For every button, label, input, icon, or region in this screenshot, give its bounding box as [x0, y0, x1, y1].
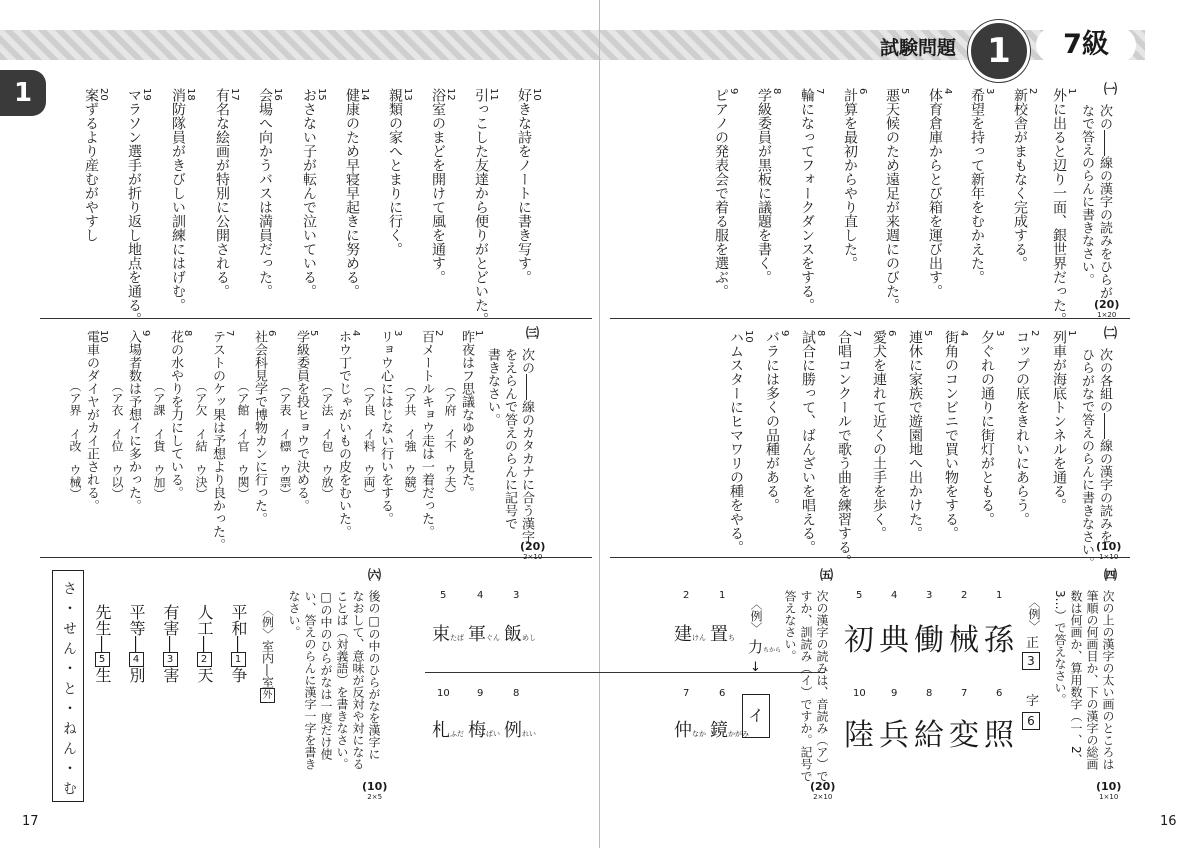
section4-instruction-2: 筆順の何画目か、下の漢字の総画	[1085, 590, 1099, 770]
s3-item-9-choices: （ア衣 イ位 ウ以）	[110, 380, 124, 500]
s2-item-8: 8 試合に勝って、ばんざいを唱える。	[800, 330, 826, 554]
section4-score: (10) 1×10	[1096, 780, 1122, 801]
s1-item-14: 14 健康のため早寝早起きに努める。	[344, 88, 370, 298]
divider-right-2	[610, 557, 1130, 558]
section6-instruction-4: □の中のひらがなは一度だけ使	[319, 590, 333, 760]
s3-item-8-choices: （ア課 イ貨 ウ加）	[152, 380, 166, 500]
s1-item-15: 15 おさない子が転んで泣いている。	[301, 88, 327, 298]
s4-num-8: 8	[926, 688, 933, 699]
section4-label: ㈣	[1101, 568, 1116, 581]
s5-kanji-9: 梅ばい	[468, 720, 500, 741]
s1-item-19: 19 マラソン選手が折り返し地点を通る。	[126, 88, 152, 326]
s1-item-4: 4 体育倉庫からとび箱を運び出す。	[927, 88, 953, 298]
s2-item-7: 7 合唱コンクールで歌う曲を練習する。	[836, 330, 862, 568]
s3-item-5-choices: （ア表 イ標 ウ票）	[278, 380, 292, 500]
s2-item-3: 3 夕ぐれの通りに街灯がともる。	[979, 330, 1005, 526]
s2-item-2: 2 コップの底をきれいにあらう。	[1014, 330, 1040, 526]
s1-item-12: 12 浴室のまどを開けて風を通す。	[430, 88, 456, 284]
test-number: 1	[987, 31, 1011, 71]
s1-item-1: 1 外に出ると辺り一面、銀世界だった。	[1051, 88, 1077, 326]
s3-item-8: 8 花の水やりを力にしている。	[168, 330, 193, 499]
section4-instruction-4: 3…）で答えなさい。	[1053, 590, 1067, 706]
section1-label: ㈠	[1101, 82, 1116, 95]
s3-item-2-choices: （ア共 イ強 ウ競）	[403, 380, 417, 500]
s1-item-11: 11 引っこした友達から便りがとどいた。	[473, 88, 499, 326]
s3-item-1-choices: （ア府 イ不 ウ夫）	[443, 380, 457, 500]
s3-item-5: 5 学級委員を投ヒョウで決める。	[294, 330, 319, 512]
s5-example-label: 〈例〉	[749, 598, 763, 634]
s1-item-6: 6 計算を最初からやり直した。	[842, 88, 868, 270]
section6-instruction-6: なさい。	[287, 590, 301, 638]
s5-example-answer: イ	[742, 694, 770, 738]
divider-left-2	[40, 557, 592, 558]
s4-example-label: 〈例〉	[1027, 596, 1041, 632]
section5-instruction-1: 次の漢字の読みは、音読み（ア）で	[815, 590, 829, 782]
section2-score: (10) 1×10	[1096, 540, 1122, 561]
page-number-left: 17	[22, 814, 39, 829]
s5-num-5: 5	[440, 590, 447, 601]
header-title: 試験問題	[880, 37, 957, 59]
s5-kanji-4: 軍ぐん	[468, 624, 500, 645]
s4-kanji-6: 照	[984, 718, 1014, 753]
s2-item-9: 9 バラには多くの品種がある。	[764, 330, 790, 512]
s3-item-4: 4 ホウ丁でじゃがいもの皮をむいた。	[336, 330, 361, 538]
s5-kanji-2: 建けん	[674, 624, 706, 645]
divider-left-1	[40, 318, 592, 319]
s1-item-16: 16 会場へ向かうバスは満員だった。	[257, 88, 283, 298]
section5-score: (20) 2×10	[810, 780, 836, 801]
s4-num-3: 3	[926, 590, 933, 601]
s6-item-5: 先生―5生	[93, 604, 112, 683]
s2-item-1: 1 列車が海底トンネルを通る。	[1051, 330, 1077, 512]
section5-instruction-3: 答えなさい。	[783, 590, 797, 662]
s1-item-18: 18 消防隊員がきびしい訓練にはげむ。	[170, 88, 196, 312]
section1-score: (20) 1×20	[1094, 298, 1120, 319]
s3-item-3: 3 リョウ心にはじない行いをする。	[378, 330, 403, 525]
s4-example-answer2: 6	[1022, 712, 1040, 730]
s1-item-8: 8 学級委員が黒板に議題を書く。	[756, 88, 782, 284]
s5-kanji-5: 束たば	[432, 624, 464, 645]
s1-item-17: 17 有名な絵画が特別に公開される。	[214, 88, 240, 298]
s5-kanji-6: 鏡かがみ	[710, 720, 749, 741]
s4-kanji-1: 孫	[984, 623, 1014, 658]
s5-num-1: 1	[719, 590, 726, 601]
s2-item-10: 10 ハムスターにヒマワリの種をやる。	[728, 330, 754, 554]
s4-num-9: 9	[891, 688, 898, 699]
s4-num-5: 5	[856, 590, 863, 601]
s4-kanji-5: 初	[844, 623, 874, 658]
s4-num-7: 7	[961, 688, 968, 699]
s5-num-10: 10	[437, 688, 450, 699]
s3-item-6: 6 社会科見学で博物カンに行った。	[252, 330, 277, 525]
s5-example-kanji: 力ちから	[748, 638, 782, 656]
section2-label: ㈡	[1101, 326, 1116, 339]
s4-num-10: 10	[853, 688, 866, 699]
s6-item-2: 人工―2天	[195, 604, 214, 683]
section3-instruction-2: をえらんで答えのらんに記号で	[502, 348, 517, 530]
section2-instruction-1: 次の各組の――線の漢字の読みを	[1097, 348, 1112, 543]
section4-instruction-3: 数は何画か、算用数字（一、2、	[1069, 590, 1083, 766]
s5-kanji-1: 置ち	[710, 624, 735, 645]
s1-item-3: 3 希望を持って新年をむかえた。	[969, 88, 995, 284]
section1-instruction-2: なで答えのらんに書きなさい。	[1079, 104, 1094, 286]
s4-kanji-9: 兵	[879, 718, 909, 753]
section4-instruction-1: 次の上の漢字の太い画のところは	[1101, 590, 1115, 770]
s3-item-1: 1 昨夜はフ思議なゆめを見た。	[459, 330, 484, 499]
section6-score: (10) 2×5	[362, 780, 388, 801]
section2-instruction-2: ひらがなで答えのらんに書きなさい。	[1079, 348, 1094, 569]
s5-num-7: 7	[683, 688, 690, 699]
s5-num-2: 2	[683, 590, 690, 601]
section6-instruction-1: 後の□の中のひらがなを漢字に	[367, 590, 381, 760]
section5-label: ㈤	[817, 568, 832, 581]
s6-item-3: 有害―3害	[161, 604, 180, 683]
s1-item-2: 2 新校舎がまもなく完成する。	[1012, 88, 1038, 270]
section3-label: ㈢	[523, 326, 538, 339]
grade-label: 7級	[1036, 27, 1136, 63]
section6-instruction-3: ことば（対義語）を書きなさい。	[335, 590, 349, 770]
s2-item-4: 4 街角のコンビニで買い物をする。	[943, 330, 969, 540]
s3-item-9: 9 入場者数は予想イに多かった。	[126, 330, 151, 512]
s4-example-answer1: 3	[1022, 652, 1040, 670]
s3-item-2: 2 百メートルキョウ走は一着だった。	[419, 330, 444, 538]
s3-item-10-choices: （ア界 イ改 ウ械）	[68, 380, 82, 500]
section6-label: ㈥	[365, 568, 380, 581]
s1-item-10: 10 好きな詩をノートに書き写す。	[516, 88, 542, 284]
divider-mid-row	[425, 672, 825, 673]
section1-instruction-1: 次の――線の漢字の読みをひらが	[1097, 104, 1112, 299]
left-page-badge: 1	[0, 70, 46, 116]
s1-item-9: 9 ピアノの発表会で着る服を選ぶ。	[713, 88, 739, 298]
s6-item-4: 平等―4別	[127, 604, 146, 683]
s5-kanji-10: 札ふだ	[432, 720, 464, 741]
s5-kanji-8: 例れい	[504, 720, 536, 741]
s3-item-4-choices: （ア法 イ包 ウ放）	[320, 380, 334, 500]
page-spine	[599, 0, 600, 848]
s5-num-4: 4	[477, 590, 484, 601]
s3-item-3-choices: （ア良 イ料 ウ両）	[362, 380, 376, 500]
s4-kanji-2: 械	[949, 623, 979, 658]
s6-example: 〈例〉室内―室外	[260, 604, 275, 701]
section6-instruction-5: い、答えのらんに漢字一字を書き	[303, 590, 317, 770]
s6-word-box: さ・せん・と・ねん・む	[52, 570, 84, 802]
s1-item-5: 5 悪天候のため遠足が来週にのびた。	[884, 88, 910, 312]
section3-score: (20) 2×10	[520, 540, 546, 561]
section3-instruction-1: 次の――線のカタカナに合う漢字	[519, 348, 534, 543]
s1-item-13: 13 親類の家へとまりに行く。	[387, 88, 413, 256]
s4-kanji-3: 働	[914, 623, 944, 658]
s4-kanji-4: 典	[879, 623, 909, 658]
s2-item-5: 5 連休に家族で遊園地へ出かけた。	[907, 330, 933, 540]
s3-item-6-choices: （ア館 イ官 ウ関）	[236, 380, 250, 500]
s5-num-3: 3	[513, 590, 520, 601]
s4-num-6: 6	[996, 688, 1003, 699]
s5-num-8: 8	[513, 688, 520, 699]
s5-kanji-7: 仲なか	[674, 720, 706, 741]
s4-kanji-7: 変	[949, 718, 979, 753]
s3-item-7-choices: （ア欠 イ結 ウ決）	[194, 380, 208, 500]
s3-item-7: 7 テストのケッ果は予想より良かった。	[210, 330, 235, 551]
s4-num-1: 1	[996, 590, 1003, 601]
s3-item-10: 10 電車のダイヤがカイ正される。	[84, 330, 109, 512]
section5-instruction-2: すか、訓読み（イ）ですか。記号で	[799, 590, 813, 782]
s2-item-6: 6 愛犬を連れて近くの土手を歩く。	[871, 330, 897, 540]
s4-kanji-8: 給	[914, 718, 944, 753]
s4-kanji-10: 陸	[844, 718, 874, 753]
page-number-right: 16	[1160, 814, 1177, 829]
s4-num-4: 4	[891, 590, 898, 601]
s5-example-arrow: ↓	[750, 660, 761, 675]
s1-item-7: 7 輪になってフォークダンスをする。	[799, 88, 825, 312]
s1-item-20: 20 案ずるより産むがやすし	[83, 88, 109, 242]
s6-item-1: 平和―1争	[229, 604, 248, 683]
s5-num-6: 6	[719, 688, 726, 699]
section3-instruction-3: 書きなさい。	[485, 348, 500, 426]
s4-example-kanji2: 字	[1026, 694, 1040, 709]
section6-instruction-2: なおして、意味が反対や対になる	[351, 590, 365, 770]
test-number-badge	[968, 20, 1030, 82]
s4-example-kanji: 正	[1026, 636, 1040, 651]
s5-num-9: 9	[477, 688, 484, 699]
s4-num-2: 2	[961, 590, 968, 601]
s5-kanji-3: 飯めし	[504, 624, 536, 645]
